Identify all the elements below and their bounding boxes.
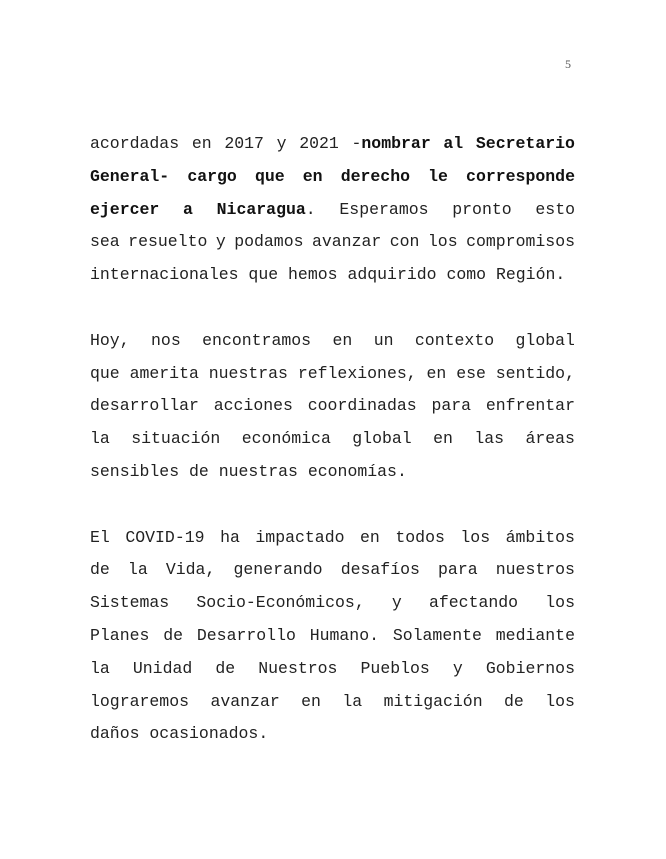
word: Desarrollo (196, 625, 296, 645)
word: -nombrar (351, 134, 431, 153)
word: enfrentar (485, 396, 575, 416)
word: áreas (525, 429, 575, 449)
paragraph-gap (90, 292, 575, 325)
word: Sistemas (90, 593, 170, 613)
word: de (215, 658, 236, 678)
text-line: sensibles de nuestras economías. (90, 461, 407, 481)
word: con (389, 232, 420, 252)
word: Vida, (165, 560, 216, 580)
word: Planes (90, 625, 150, 645)
word: mitigación (383, 691, 483, 711)
word: de (90, 560, 110, 580)
word: El (90, 527, 110, 547)
word: global (515, 330, 575, 350)
word: impactado (255, 527, 345, 547)
text-line (90, 686, 575, 719)
paragraph (90, 522, 575, 752)
word: contexto (414, 330, 495, 350)
word: COVID-19 (125, 527, 205, 547)
word: Hoy, (90, 330, 130, 350)
word: los (460, 527, 491, 547)
word: ejercer (90, 199, 160, 219)
word: y (276, 134, 287, 153)
word: en (302, 166, 323, 186)
word: sentido, (495, 363, 575, 383)
word: resuelto (128, 232, 208, 252)
word: de (163, 625, 184, 645)
word: Humano. (309, 625, 380, 645)
word: lograremos (90, 691, 190, 711)
word: ha (220, 527, 240, 547)
text-line: internacionales que hemos adquirido como Región. (90, 265, 566, 285)
word: Socio-Económicos, (196, 593, 365, 613)
text-line (90, 587, 575, 620)
word: los (545, 593, 575, 613)
word: avanzar (311, 232, 382, 252)
word: Solamente (392, 625, 482, 645)
word: Esperamos (339, 199, 429, 219)
word: 2017 (224, 134, 264, 153)
word: acordadas (90, 134, 180, 153)
word: afectando (428, 593, 519, 613)
word: de (504, 691, 524, 711)
word: en (360, 527, 380, 547)
text-line: daños ocasionados. (90, 724, 269, 744)
text-line (90, 653, 575, 686)
word: un (373, 330, 394, 350)
paragraph-gap (90, 489, 575, 522)
text-line (90, 620, 575, 653)
text-line (90, 423, 575, 456)
word: la (90, 429, 110, 449)
word: que (90, 363, 120, 383)
word: la (342, 691, 363, 711)
word: y (391, 593, 402, 613)
text-line (90, 325, 575, 358)
word: le (428, 166, 448, 186)
word: Nuestros (258, 658, 338, 678)
text-line (90, 161, 575, 194)
word: Gobiernos (485, 658, 575, 678)
word: en (301, 691, 321, 711)
word: todos (395, 527, 445, 547)
word: encontramos (202, 330, 312, 350)
word: Nicaragua. (216, 199, 316, 219)
text-line (90, 194, 575, 227)
word: y (452, 658, 463, 678)
word: coordinadas (307, 396, 417, 416)
word: General- (90, 166, 170, 186)
text-line (90, 358, 575, 391)
word: los (427, 232, 458, 252)
text-line (90, 128, 575, 161)
paragraph (90, 325, 575, 489)
word: global (352, 429, 412, 449)
word: para (431, 396, 472, 416)
word: las (474, 429, 505, 449)
word: al (443, 134, 464, 153)
word: los (545, 691, 575, 711)
word: compromisos (466, 232, 575, 252)
text-line (90, 226, 575, 259)
word: avanzar (210, 691, 280, 711)
word: podamos (234, 232, 304, 252)
word: Unidad (132, 658, 193, 678)
paragraph (90, 128, 575, 292)
word: desarrollar (90, 396, 199, 416)
word: sea (90, 232, 120, 252)
word: generando (233, 560, 323, 580)
word: esto (535, 199, 575, 219)
word: ese (456, 363, 486, 383)
word: mediante (495, 625, 575, 645)
word: económica (241, 429, 331, 449)
word: la (90, 658, 110, 678)
word: corresponde (466, 166, 575, 186)
word: en (433, 429, 453, 449)
text-line (90, 522, 575, 555)
word: cargo (187, 166, 237, 186)
word: Secretario (475, 134, 575, 153)
word: pronto (452, 199, 512, 219)
word: situación (131, 429, 221, 449)
word: nuestras (208, 363, 288, 383)
word: desafíos (340, 560, 420, 580)
word: en (332, 330, 353, 350)
word: 2021 (299, 134, 339, 153)
page-number: 5 (565, 57, 571, 71)
text-line (90, 554, 575, 587)
word: para (438, 560, 478, 580)
word: nuestros (495, 560, 575, 580)
word: que (254, 166, 285, 186)
word: amerita (129, 363, 199, 383)
word: y (215, 232, 226, 252)
document-body (90, 128, 575, 751)
word: reflexiones, (297, 363, 417, 383)
word: la (127, 560, 148, 580)
word: a (183, 199, 193, 219)
word: Pueblos (360, 658, 430, 678)
word: acciones (213, 396, 293, 416)
word: en (426, 363, 447, 383)
word: ámbitos (505, 527, 575, 547)
word: derecho (340, 166, 411, 186)
word: nos (151, 330, 181, 350)
text-line (90, 390, 575, 423)
word: en (191, 134, 212, 153)
